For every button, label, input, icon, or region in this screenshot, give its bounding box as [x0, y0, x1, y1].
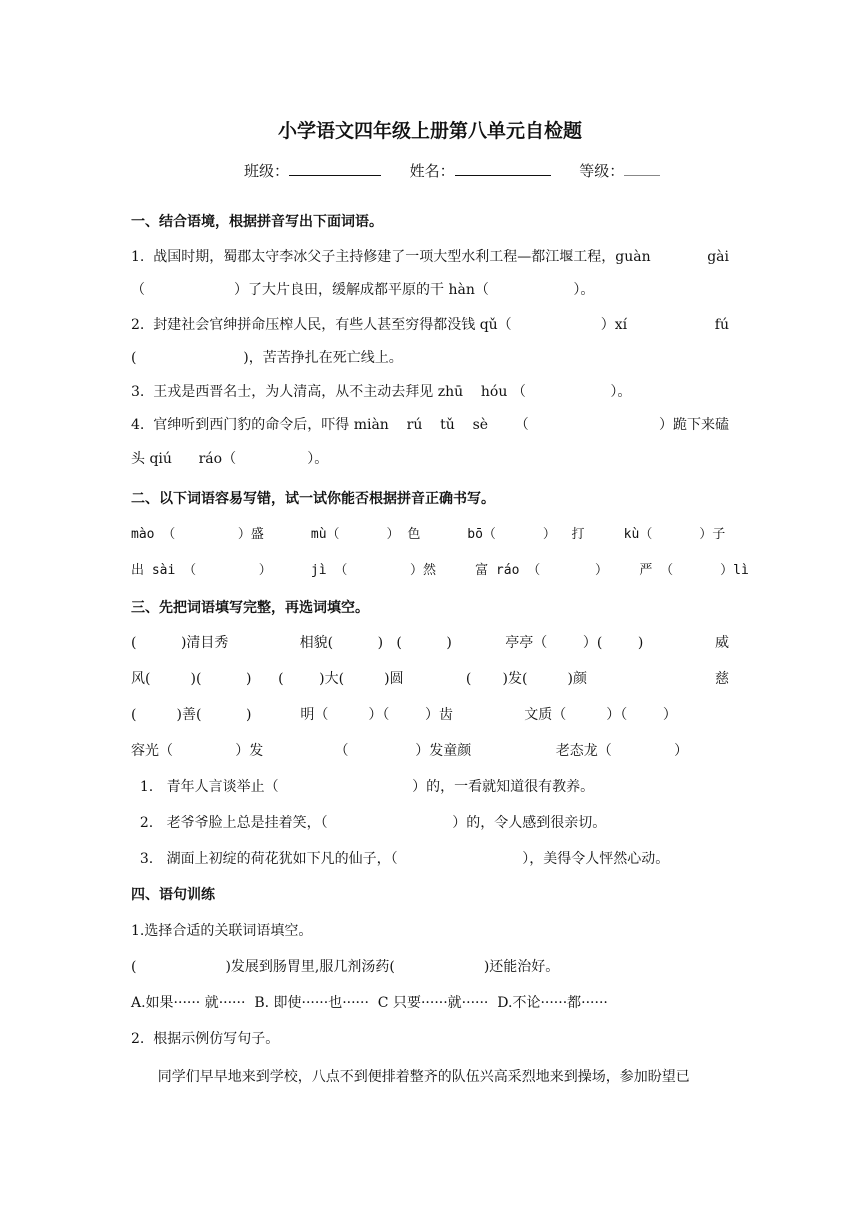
grade-blank[interactable] [624, 161, 660, 176]
s4-para-2: ( )发展到肠胃里,服几剂汤药( )还能治好。 [131, 959, 560, 975]
s1-q1-line2: （ ）了大片良田，缓解成都平原的干 hàn（ ）。 [131, 282, 595, 298]
section-3-heading: 三、先把词语填写完整，再选词填空。 [131, 600, 369, 616]
s3-question-2: 2. 老爷爷脸上总是挂着笑，（ ）的，令人感到很亲切。 [131, 815, 607, 831]
s3-question-3: 3. 湖面上初绽的荷花犹如下凡的仙子，（ ），美得令人怦然心动。 [131, 851, 670, 867]
s1-q2-line1 [131, 315, 729, 335]
s3-row-1 [131, 633, 729, 653]
s3-question-1: 1. 青年人言谈举止（ ）的，一看就知道很有教养。 [131, 779, 595, 795]
grade-label: 等级： [579, 162, 625, 180]
s1-q1-text: 1. 战国时期，蜀郡太守李冰父子主持修建了一项大型水利工程—都江堰工程，guàn [131, 249, 651, 265]
s1-q3: 3. 王戎是西晋名士，为人清高，从不主动去拜见 zhū hóu （ ）。 [131, 384, 632, 400]
s1-q4-tail: ）跪下来磕 [659, 417, 729, 433]
s4-options: A.如果······ 就······ B. 即使······也······ C 只要······就······ D.不论······都······ [131, 995, 608, 1011]
s1-q2-line2: ( )，苦苦挣扎在死亡线上。 [131, 350, 403, 366]
s3-row-2 [131, 669, 729, 689]
s1-q2-tail: fú [714, 317, 729, 333]
page-title: 小学语文四年级上册第八单元自检题 [277, 120, 582, 142]
s1-q4-line2: 头 qiú ráo（ ）。 [131, 451, 329, 467]
section-2-heading: 二、以下词语容易写错，试一试你能否根据拼音正确书写。 [131, 491, 495, 507]
s4-para-1: 1.选择合适的关联词语填空。 [131, 923, 313, 939]
s1-q4-line1 [131, 415, 729, 435]
s3-row-1-text: ( )清目秀 相貌( ) ( ) 亭亭（ ）( ) [131, 635, 644, 651]
s2-row-1: mào （ ）盛 mù（ ） 色 bō（ ） 打 kù（ ）子 [131, 527, 726, 542]
name-blank[interactable] [455, 161, 551, 176]
s1-q1-line1 [131, 247, 729, 267]
name-label: 姓名： [409, 162, 455, 180]
s3-row-4: 容光（ ）发 （ ）发童颜 老态龙（ ） [131, 743, 689, 759]
s1-q4-text: 4. 官绅听到西门豹的命令后，吓得 miàn rú tǔ sè （ [131, 417, 529, 433]
s2-row-2: 出 sài （ ） jì （ ）然 富 ráo （ ） 严 （ ）lì [131, 563, 749, 578]
section-1-heading: 一、结合语境，根据拼音写出下面词语。 [131, 214, 383, 230]
s4-para-5: 同学们早早地来到学校，八点不到便排着整齐的队伍兴高采烈地来到操场，参加盼望已 [131, 1069, 690, 1085]
s1-q2-text: 2. 封建社会官绅拼命压榨人民，有些人甚至穷得都没钱 qǔ（ ）xí [131, 317, 628, 333]
class-label: 班级： [244, 162, 290, 180]
class-blank[interactable] [289, 161, 381, 176]
s3-row-3: ( )善( ) 明（ ）（ ）齿 文质（ ）（ ） [131, 707, 677, 723]
student-info-row [244, 160, 660, 181]
s3-row-2-tail: 慈 [715, 671, 729, 687]
s1-q1-tail: gài [707, 249, 729, 265]
s3-row-2-text: 风( )( ) ( )大( )圆 ( )发( )颜 [131, 671, 587, 687]
s4-para-4: 2. 根据示例仿写句子。 [131, 1031, 280, 1047]
s3-row-1-tail: 威 [715, 635, 729, 651]
section-4-heading: 四、语句训练 [131, 887, 215, 903]
